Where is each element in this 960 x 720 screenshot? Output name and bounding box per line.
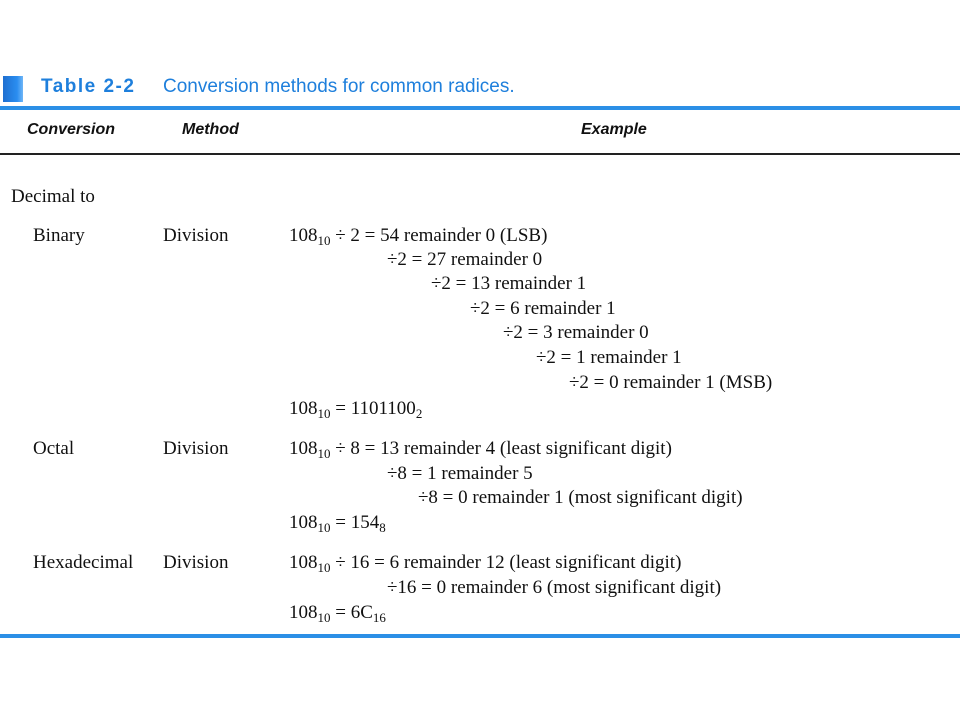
caption-title: Conversion methods for common radices. (163, 76, 515, 97)
example-line: ÷8 = 0 remainder 1 (most significant digit) (418, 487, 743, 508)
example-line: $108_{10} \div 16 = 6$ remainder 12 (least significant digit) (289, 552, 682, 575)
example-result: $108_{10} = 1101100_2$ (289, 398, 423, 421)
caption-label: Table 2-2 (41, 76, 136, 97)
bottom-rule (0, 634, 960, 638)
example-line: $108_{10} \div 8 = 13$ remainder 4 (least significant digit) (289, 438, 672, 461)
example-line: $108_{10} \div 2 = 54$ remainder 0 (LSB) (289, 225, 548, 248)
example-line: ÷2 = 13 remainder 1 (431, 273, 587, 294)
example-line: ÷2 = 1 remainder 1 (536, 347, 682, 368)
example-result: $108_{10} = 6C_{16}$ (289, 602, 386, 625)
section-label: Decimal to (11, 186, 95, 207)
example-result: $108_{10} = 154_8$ (289, 512, 386, 535)
row-hex-conversion: Hexadecimal (33, 552, 134, 573)
caption-marker (3, 76, 23, 102)
row-binary-method: Division (163, 225, 229, 246)
row-binary-conversion: Binary (33, 225, 85, 246)
example-line: ÷8 = 1 remainder 5 (387, 463, 533, 484)
top-rule (0, 106, 960, 110)
example-line: ÷2 = 0 remainder 1 (MSB) (569, 372, 773, 393)
header-example: Example (581, 121, 647, 138)
header-conversion: Conversion (27, 121, 116, 138)
table-caption (0, 74, 960, 104)
row-octal-conversion: Octal (33, 438, 75, 459)
example-line: ÷16 = 0 remainder 6 (most significant digit) (387, 577, 722, 598)
example-line: ÷2 = 6 remainder 1 (470, 298, 616, 319)
header-rule (0, 153, 960, 155)
example-line: ÷2 = 27 remainder 0 (387, 249, 543, 270)
header-method: Method (182, 121, 239, 138)
row-hex-method: Division (163, 552, 229, 573)
example-line: ÷2 = 3 remainder 0 (503, 322, 649, 343)
row-octal-method: Division (163, 438, 229, 459)
